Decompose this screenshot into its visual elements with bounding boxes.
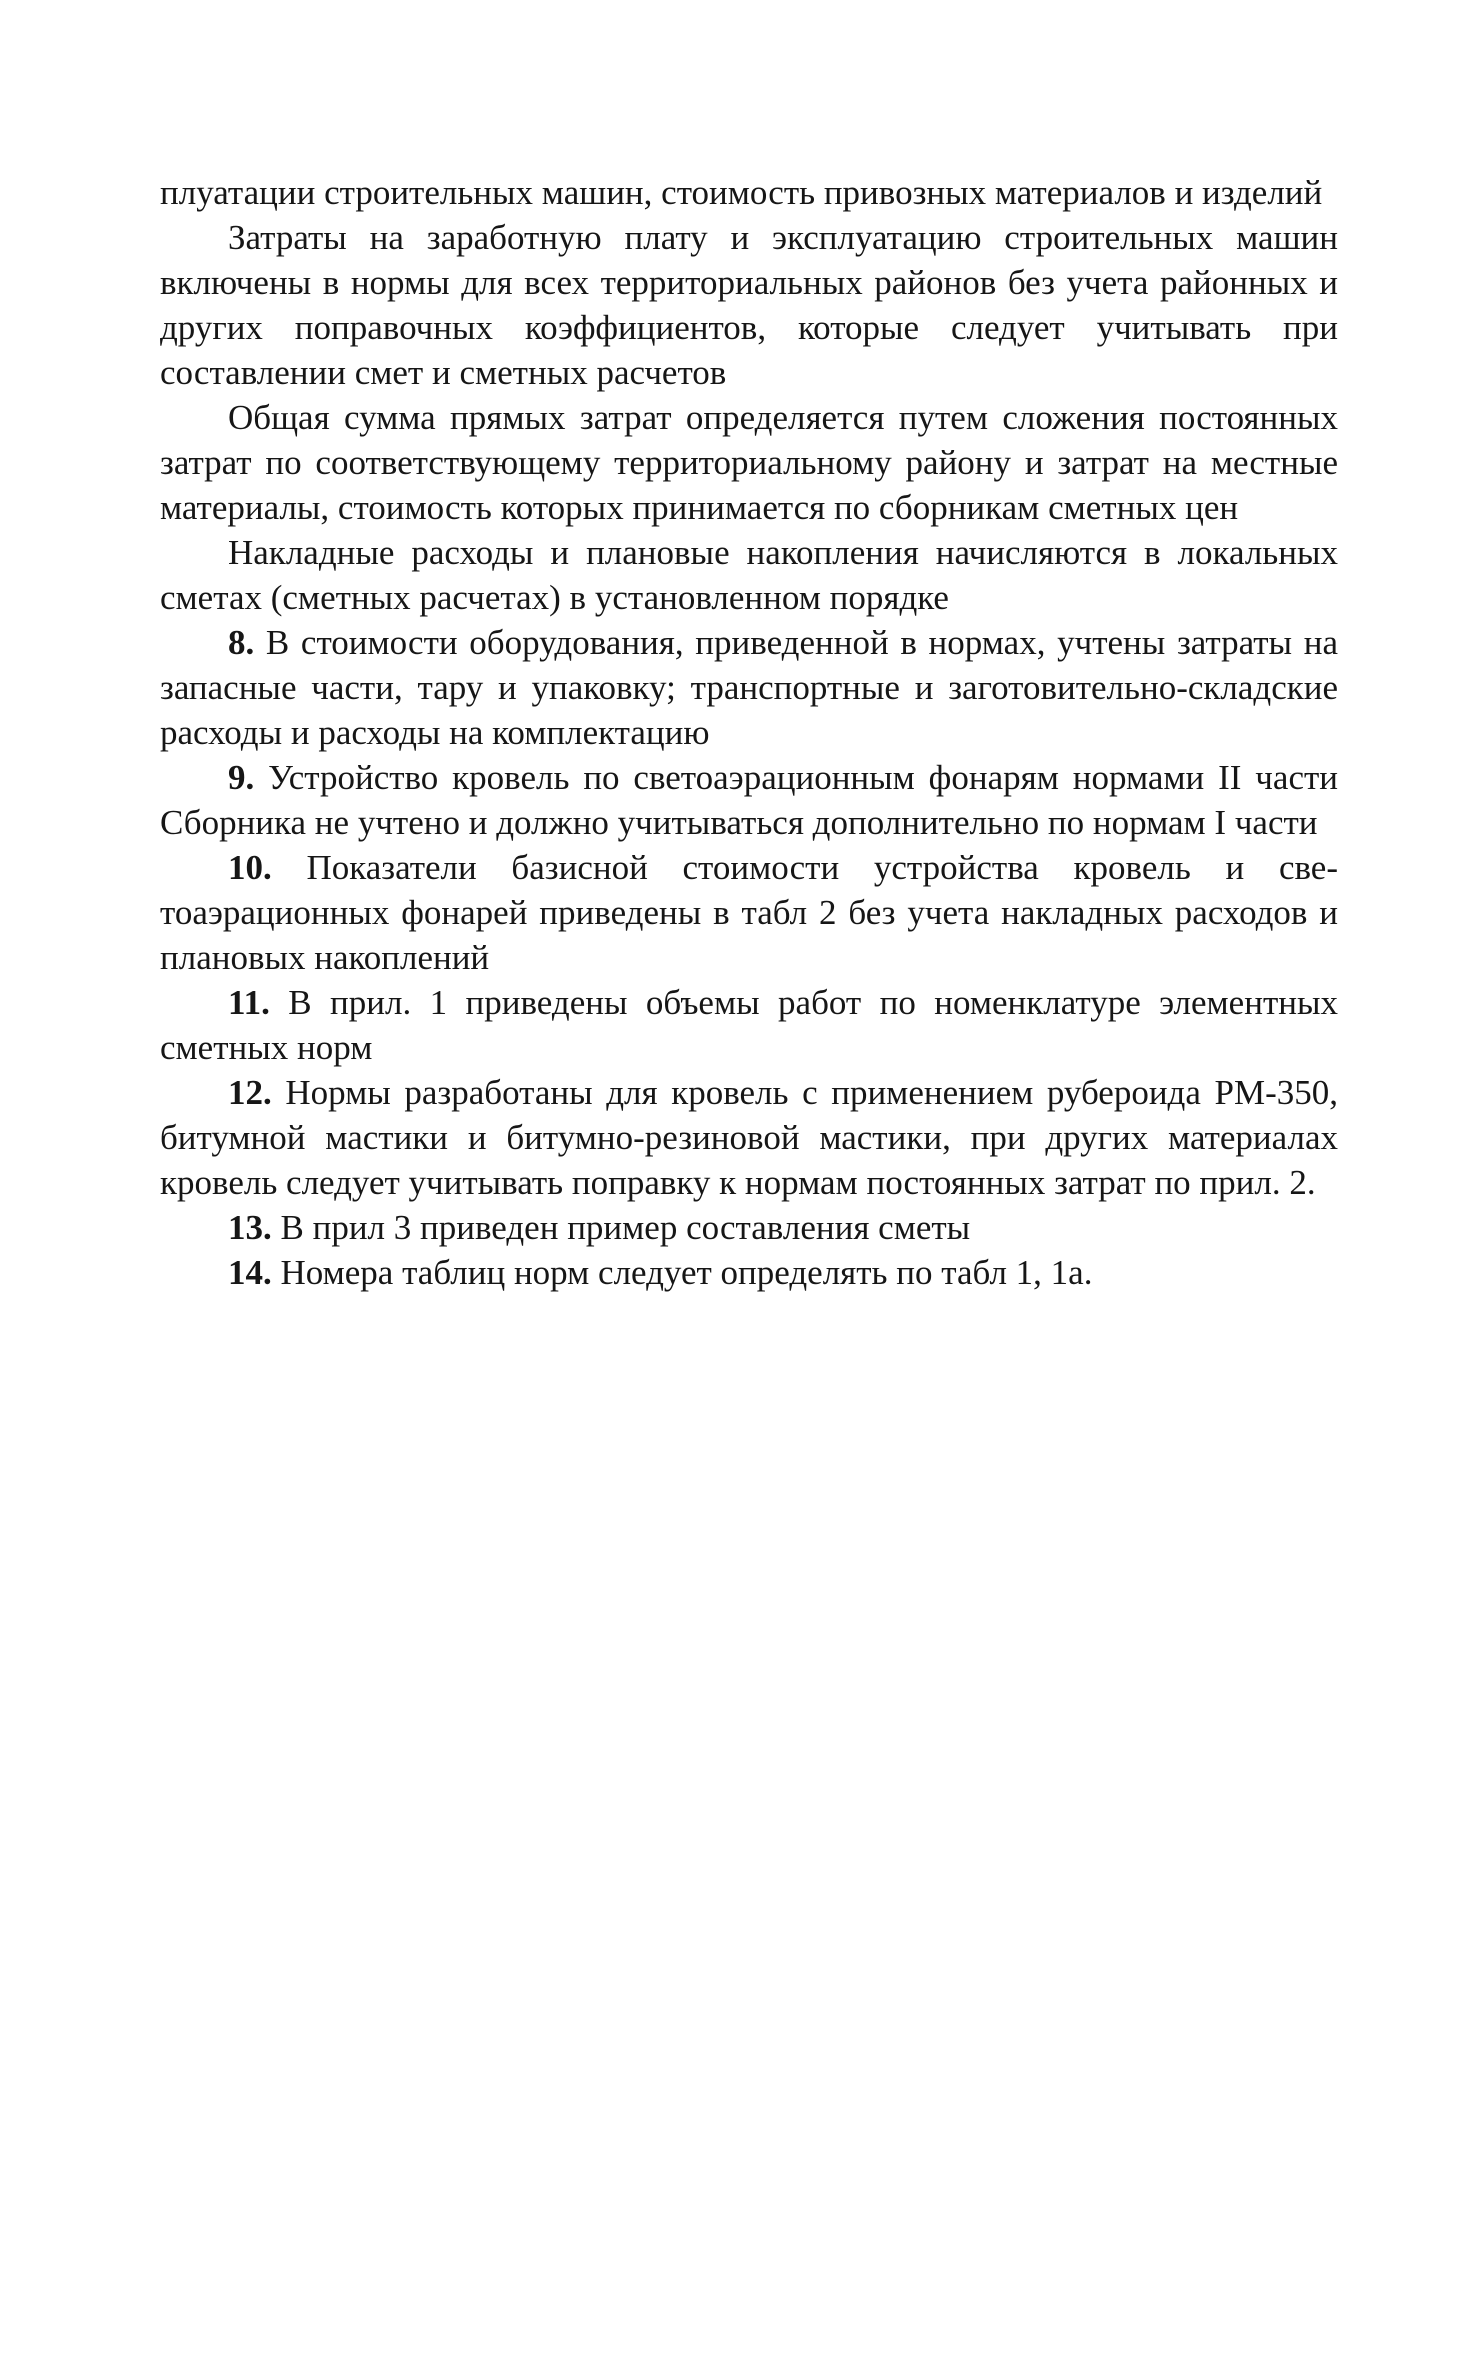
paragraph-labor-costs — [160, 215, 1338, 395]
paragraph-overheads — [160, 530, 1338, 620]
paragraph-text: Номера таблиц норм следует определять по табл 1, 1а. — [280, 1253, 1093, 1292]
paragraph-text: Общая сумма прямых затрат определяется путем сложения постоянных затрат по соответствующему территориальному району и затрат на местные материалы, стоимость которых принимается по сборникам сметных цен — [160, 398, 1338, 527]
paragraph-text: Устройство кровель по светоаэрационным фонарям нормами II части Сборника не учтено и должно учитываться дополнительно по нормам I части — [160, 758, 1339, 842]
paragraph-item-8 — [160, 620, 1338, 755]
paragraph-direct-costs — [160, 395, 1338, 530]
paragraph-item-9 — [160, 755, 1338, 845]
paragraph-number: 8. — [228, 623, 255, 662]
paragraph-item-10 — [160, 845, 1338, 980]
paragraph-number: 13. — [228, 1208, 272, 1247]
paragraph-text: В стоимости оборудования, приведенной в нормах, учтены затраты на запасные части, тару и упаковку; транспортные и заготовительно-складские расходы и расходы на комплектацию — [160, 623, 1338, 752]
paragraph-item-11 — [160, 980, 1338, 1070]
paragraph-continuation — [160, 170, 1338, 215]
paragraph-text: плуатации строительных машин, стоимость привозных материалов и изделий — [160, 173, 1323, 212]
paragraph-number: 9. — [228, 758, 255, 797]
paragraph-number: 10. — [228, 848, 272, 887]
paragraph-text: В прил. 1 приведены объемы работ по номенклатуре элементных сметных норм — [160, 983, 1338, 1067]
paragraph-item-12 — [160, 1070, 1338, 1205]
paragraph-text: Накладные расходы и плановые накопления начисляются в локальных сметах (сметных расчетах) в установленном порядке — [160, 533, 1338, 617]
paragraph-number: 11. — [228, 983, 270, 1022]
paragraph-number: 12. — [228, 1073, 272, 1112]
paragraph-text: Нормы разработаны для кровель с применением рубероида РМ-350, битумной мастики и битумно-резиновой мастики, при других материалах кровель следует учитывать поправку к нормам постоянных затрат по прил. 2. — [160, 1073, 1338, 1202]
paragraph-number: 14. — [228, 1253, 272, 1292]
paragraph-item-13 — [160, 1205, 1338, 1250]
paragraph-text: Показатели базисной стоимости устройства кровель и светоаэрационных фонарей приведены в табл 2 без учета накладных расходов и плановых накоплений — [160, 848, 1338, 977]
paragraph-item-14 — [160, 1250, 1338, 1295]
paragraph-text: Затраты на заработную плату и эксплуатацию строительных машин включены в нормы для всех территориальных районов без учета районных и других поправочных коэффициентов, которые следует учитывать при составлении смет и сметных расчетов — [160, 218, 1338, 392]
paragraph-text: В прил 3 приведен пример составления сметы — [280, 1208, 971, 1247]
document-page — [160, 170, 1338, 1295]
